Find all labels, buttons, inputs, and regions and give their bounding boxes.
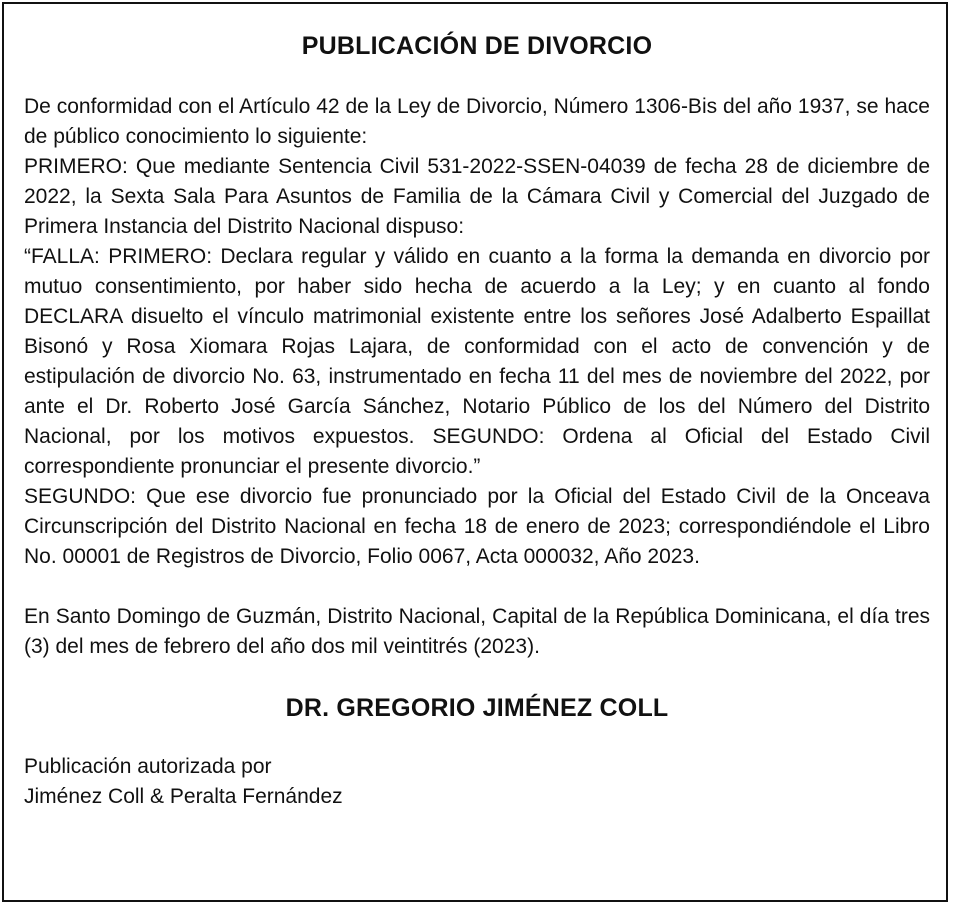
primero-paragraph: PRIMERO: Que mediante Sentencia Civil 531-2022-SSEN-04039 de fecha 28 de diciembre de 2022, la Sexta Sala Para Asuntos de Familia de la Cámara Civil y Comercial del Juzgado de Primera Instancia del Distrito Nacional dispuso: bbox=[24, 155, 930, 238]
intro-paragraph: De conformidad con el Artículo 42 de la Ley de Divorcio, Número 1306-Bis del año 1937, se hace de público conocimiento lo siguiente: bbox=[24, 95, 930, 148]
falla-paragraph: “FALLA: PRIMERO: Declara regular y válido en cuanto a la forma la demanda en divorcio por mutuo consentimiento, por haber sido hecha de acuerdo a la Ley; y en cuanto al fondo DECLARA disuelto el vínculo matrimonial existente entre los señores José Adalberto Espaillat Bisonó y Rosa Xiomara Rojas Lajara, de conformidad con el acto de convención y de estipulación de divorcio No. 63, instrumentado en fecha 11 del mes de noviembre del 2022, por ante el Dr. Roberto José García Sánchez, Notario Público de los del Número del Distrito Nacional, por los motivos expuestos. SEGUNDO: Ordena al Oficial del Estado Civil correspondiente pronunciar el presente divorcio.” bbox=[24, 245, 930, 478]
signer-name: DR. GREGORIO JIMÉNEZ COLL bbox=[285, 694, 669, 722]
law-firm-name: Jiménez Coll & Peralta Fernández bbox=[24, 785, 343, 808]
notice-title: PUBLICACIÓN DE DIVORCIO bbox=[301, 32, 653, 60]
closing-paragraph: En Santo Domingo de Guzmán, Distrito Nacional, Capital de la República Dominicana, el día tres (3) del mes de febrero del año dos mil veintitrés (2023). bbox=[24, 605, 930, 658]
legal-notice-box bbox=[2, 2, 948, 902]
paragraph-spacer bbox=[24, 572, 930, 602]
authorization-line: Publicación autorizada por bbox=[24, 755, 272, 778]
notice-content bbox=[24, 30, 930, 812]
segundo-paragraph: SEGUNDO: Que ese divorcio fue pronunciado por la Oficial del Estado Civil de la Onceava Circunscripción del Distrito Nacional en fecha 18 de enero de 2023; correspondiéndole el Libro No. 00001 de Registros de Divorcio, Folio 0067, Acta 000032, Año 2023. bbox=[24, 485, 930, 568]
